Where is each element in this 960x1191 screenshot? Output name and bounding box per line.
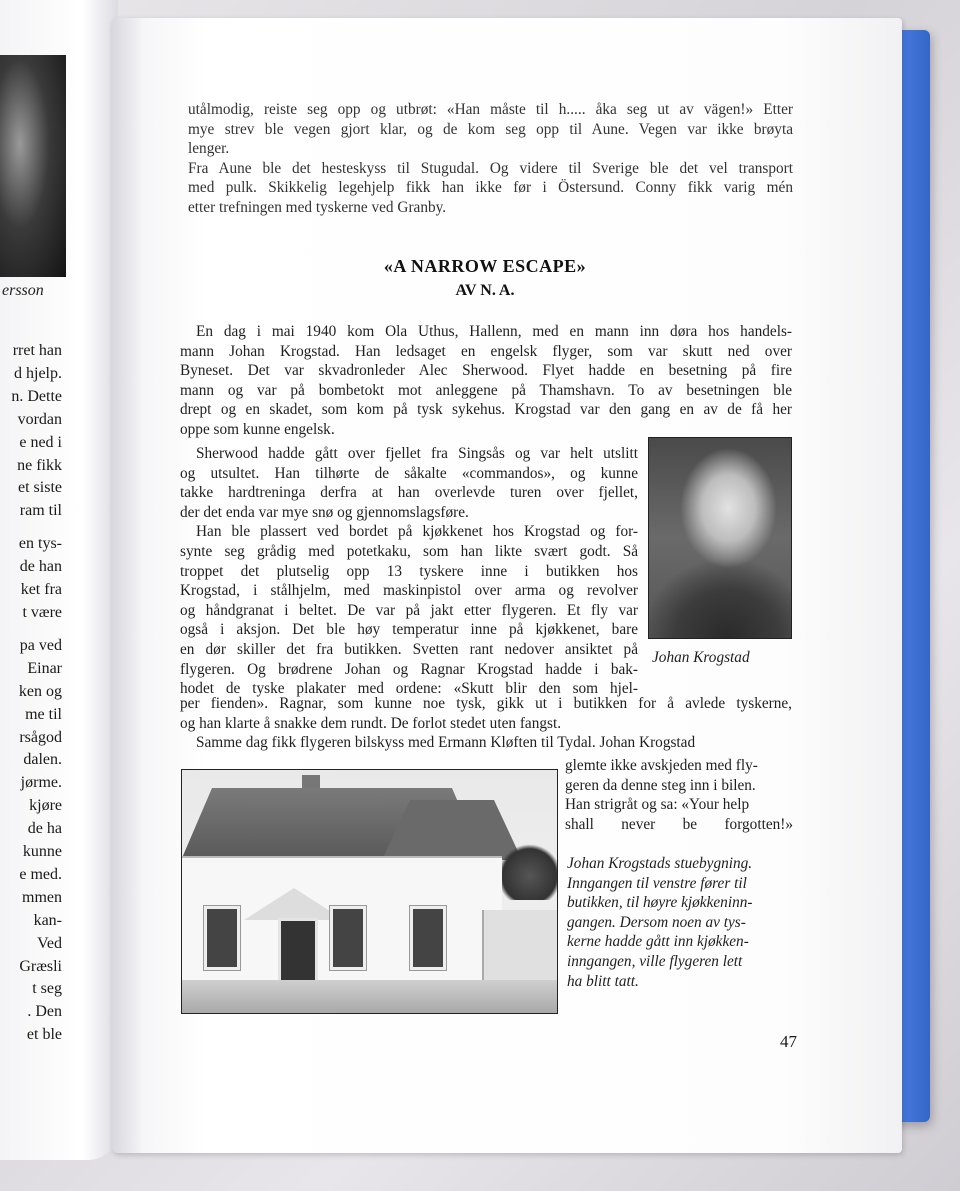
text-line: t seg xyxy=(32,980,62,998)
text-line: butikken, til høyre kjøkkeninn- xyxy=(567,894,753,912)
house-caption xyxy=(567,854,795,991)
text-line: jørme. xyxy=(20,774,62,792)
text-line: og håndgranat i beltet. De var på jakt etter flygeren. Et fly var xyxy=(180,601,638,619)
text-line: me til xyxy=(25,705,62,723)
article-paragraph-narrow xyxy=(180,444,638,699)
text-line: shall never be forgotten!» xyxy=(565,815,793,833)
text-line: pa ved xyxy=(19,636,62,654)
text-line: kan- xyxy=(33,911,62,929)
text-line: Einar xyxy=(27,659,62,677)
left-page-photo xyxy=(0,55,66,277)
text-line: synte seg grådig med potetkaku, som han likte svært godt. Så xyxy=(180,542,638,560)
text-line: Fra Aune ble det hesteskyss til Stugudal. Og videre til Sverige ble det vel transport xyxy=(188,159,793,177)
article-title: «A NARROW ESCAPE» xyxy=(383,256,587,276)
text-line: ken og xyxy=(18,682,62,700)
text-line: oppe som kunne engelsk. xyxy=(180,420,335,438)
text-line: En dag i mai 1940 kom Ola Uthus, Hallenn, med en mann inn døra hos handels- xyxy=(196,323,792,340)
text-line: Sherwood hadde gått over fjellet fra Singsås og var helt utslitt xyxy=(196,445,638,462)
text-line: ne fikk xyxy=(17,456,62,474)
text-line: Johan Krogstads stuebygning. xyxy=(567,855,753,872)
text-line: kerne hadde gått inn kjøkken- xyxy=(567,933,749,951)
text-line: mmen xyxy=(22,888,62,906)
article-paragraph-side xyxy=(565,756,793,834)
house-photo xyxy=(181,769,558,1014)
article-paragraph-2 xyxy=(180,694,792,753)
text-line: de han xyxy=(19,558,62,576)
text-line: n. Dette xyxy=(11,387,62,405)
continued-paragraph xyxy=(188,100,793,218)
text-line: mann og var på bombetokt mot anleggene på Thamshavn. To av besetningen ble xyxy=(180,381,792,399)
text-line: t være xyxy=(22,603,62,621)
text-line: ram til xyxy=(19,502,62,520)
text-line: d hjelp. xyxy=(14,364,62,382)
text-line: Samme dag fikk flygeren bilskyss med Ermann Kløften til Tydal. Johan Krogstad xyxy=(196,734,696,752)
left-page-text xyxy=(0,340,62,1047)
text-line: rret han xyxy=(12,342,62,359)
text-line: Græsli xyxy=(19,957,62,975)
text-line: kjøre xyxy=(29,797,62,815)
text-line: en tys- xyxy=(18,535,62,553)
text-line: per fienden». Ragnar, som kunne noe tysk, gikk ut i butikken for å avlede tyskerne, xyxy=(180,695,792,712)
text-line: også i aksjon. Det ble høy temperatur inne på kjøkkenet, bare xyxy=(180,621,638,639)
text-line: e med. xyxy=(19,865,62,883)
text-line: de ha xyxy=(27,820,62,838)
text-line: Krogstad, i stålhjelm, med maskinpistol over arma og revolver xyxy=(180,582,638,600)
text-line: der det enda var mye snø og gjennomslagsføre. xyxy=(180,503,469,521)
article-paragraph-1 xyxy=(180,322,792,440)
text-line: glemte ikke avskjeden med fly- xyxy=(565,757,758,774)
text-line: ket fra xyxy=(20,581,62,599)
text-line: e ned i xyxy=(19,433,62,451)
portrait-photo xyxy=(648,437,792,639)
text-line: . Den xyxy=(27,1003,62,1021)
text-line: takke hardtreninga derfra at han overlevde turen over fjellet, xyxy=(180,484,638,502)
left-page xyxy=(0,0,118,1160)
text-line: Ved xyxy=(37,934,62,952)
text-line: mye strev ble vegen gjort klar, og de kom seg opp til Aune. Vegen var ikke brøyta xyxy=(188,120,793,138)
text-line: troppet det plutselig opp 13 tyskere inne i butikken hos xyxy=(180,562,638,580)
text-line: ha blitt tatt. xyxy=(567,972,639,990)
text-line: Inngangen til venstre fører til xyxy=(567,874,747,892)
text-line: hodet de tyske plakater med ordene: «Skutt blir den som hjel- xyxy=(180,680,638,698)
text-line: en dør skiller det fra butikken. Svetten rant nedover ansiktet på xyxy=(180,640,638,658)
text-line: og han klarte å snakke dem rundt. De forlot stedet uten fangst. xyxy=(180,714,562,732)
text-line: og utsultet. Han tilhørte de såkalte «commandos», og kunne xyxy=(180,464,638,482)
text-line xyxy=(0,523,62,533)
text-line: inngangen, ville flygeren lett xyxy=(567,952,743,970)
text-line: geren da denne steg inn i bilen. xyxy=(565,776,756,794)
portrait-caption: Johan Krogstad xyxy=(652,649,750,666)
text-line: gangen. Dersom noen av tys- xyxy=(567,913,746,931)
left-page-photo-caption: ersson xyxy=(2,282,44,299)
text-line: vordan xyxy=(17,410,62,428)
text-line: et siste xyxy=(18,479,62,497)
text-line: drept og en skadet, som kom på tysk sykehus. Krogstad var den gang en av de få her xyxy=(180,401,792,419)
text-line: Han ble plassert ved bordet på kjøkkenet hos Krogstad og for- xyxy=(196,523,638,541)
text-line: Han strigråt og sa: «Your help xyxy=(565,796,750,814)
text-line: dalen. xyxy=(23,751,62,769)
text-line: etter trefningen med tyskerne ved Granby. xyxy=(188,198,447,216)
text-line: lenger. xyxy=(188,140,230,158)
text-line: et ble xyxy=(26,1026,62,1044)
text-line: mann Johan Krogstad. Han ledsaget en engelsk flyger, som var skutt ned over xyxy=(180,342,792,360)
text-line: kunne xyxy=(22,843,62,861)
text-line: rsågod xyxy=(19,728,62,746)
text-line: med pulk. Skikkelig legehjelp fikk han ikke før i Östersund. Conny fikk varig mén xyxy=(188,179,793,197)
text-line xyxy=(0,625,62,635)
text-line: Byneset. Det var skvadronleder Alec Sherwood. Flyet hadde en besetning på fire xyxy=(180,362,792,380)
text-line: utålmodig, reiste seg opp og utbrøt: «Han måste til h..... åka seg ut av vägen!» Etter xyxy=(188,101,793,118)
article-byline: AV N. A. xyxy=(455,282,515,299)
text-line: flygeren. Og brødrene Johan og Ragnar Krogstad hadde i bak- xyxy=(180,660,638,678)
page-number: 47 xyxy=(780,1032,797,1051)
